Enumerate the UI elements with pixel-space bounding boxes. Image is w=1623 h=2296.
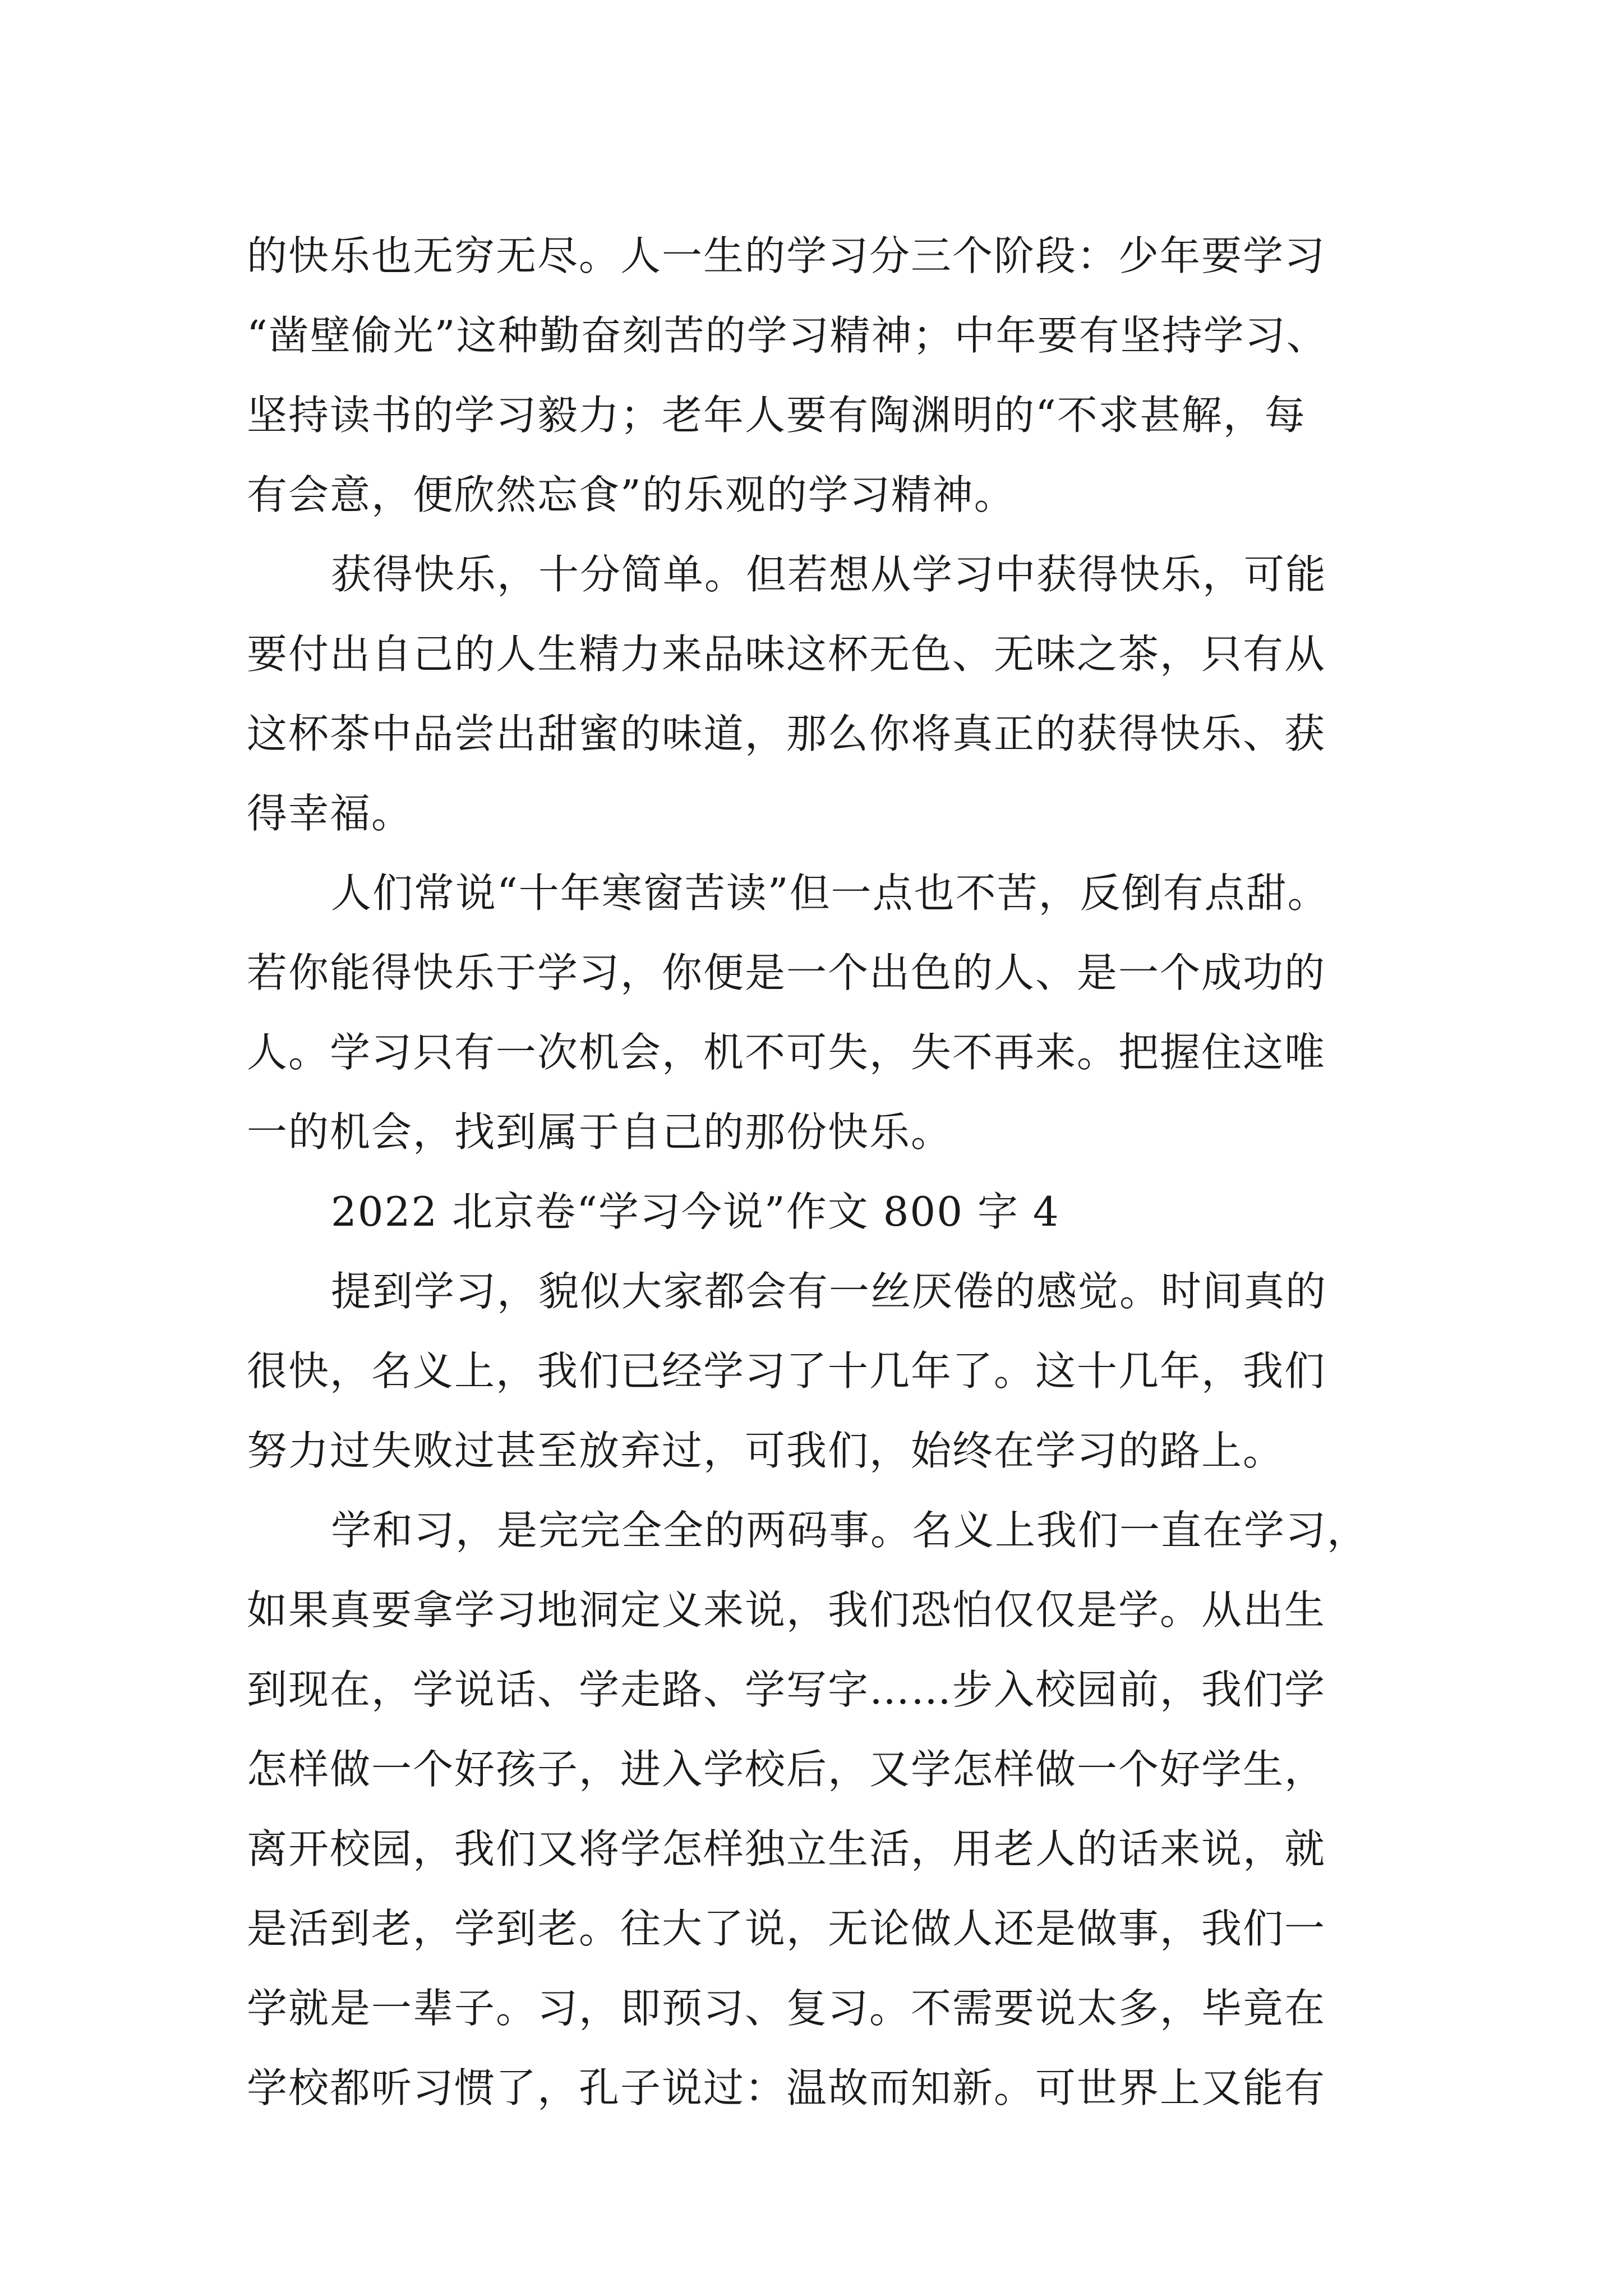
text-line: 人们常说“十年寒窗苦读”但一点也不苦，反倒有点甜。	[331, 869, 1329, 917]
text-line: 努力过失败过甚至放弃过，可我们，始终在学习的路上。	[247, 1427, 1285, 1474]
text-line: 人。学习只有一次机会，机不可失，失不再来。把握住这唯	[247, 1029, 1326, 1076]
text-line: 学就是一辈子。习，即预习、复习。不需要说太多，毕竟在	[247, 1985, 1326, 2032]
text-line: 的快乐也无穷无尽。人一生的学习分三个阶段：少年要学习	[247, 232, 1326, 279]
document-body	[247, 216, 1391, 2128]
section-heading: 2022 北京卷“学习今说”作文 800 字 4	[331, 1188, 1060, 1235]
text-line: 怎样做一个好孩子，进入学校后，又学怎样做一个好学生，	[247, 1746, 1326, 1793]
text-line: “凿壁偷光”这种勤奋刻苦的学习精神；中年要有坚持学习、	[247, 312, 1328, 359]
text-line: 坚持读书的学习毅力；老年人要有陶渊明的“不求甚解，每	[247, 392, 1306, 439]
text-line: 如果真要拿学习地洞定义来说，我们恐怕仅仅是学。从出生	[247, 1586, 1326, 1634]
text-line: 得幸福。	[247, 790, 413, 837]
text-line: 到现在，学说话、学走路、学写字……步入校园前，我们学	[247, 1666, 1326, 1713]
text-line: 这杯茶中品尝出甜蜜的味道，那么你将真正的获得快乐、获	[247, 710, 1326, 757]
text-line: 有会意，便欣然忘食”的乐观的学习精神。	[247, 471, 1016, 518]
text-line: 离开校园，我们又将学怎样独立生活，用老人的话来说，就	[247, 1825, 1326, 1872]
text-line: 提到学习，貌似大家都会有一丝厌倦的感觉。时间真的	[331, 1268, 1327, 1315]
text-line: 是活到老，学到老。往大了说，无论做人还是做事，我们一	[247, 1905, 1326, 1952]
text-line: 要付出自己的人生精力来品味这杯无色、无味之茶，只有从	[247, 631, 1326, 678]
text-line: 获得快乐，十分简单。但若想从学习中获得快乐，可能	[331, 551, 1327, 598]
text-line: 学校都听习惯了，孔子说过：温故而知新。可世界上又能有	[247, 2064, 1326, 2111]
text-line: 学和习，是完完全全的两码事。名义上我们一直在学习，	[331, 1507, 1369, 1554]
text-line: 很快，名义上，我们已经学习了十几年了。这十几年，我们	[247, 1347, 1326, 1395]
text-line: 一的机会，找到属于自己的那份快乐。	[247, 1108, 953, 1156]
text-line: 若你能得快乐于学习，你便是一个出色的人、是一个成功的	[247, 949, 1326, 996]
